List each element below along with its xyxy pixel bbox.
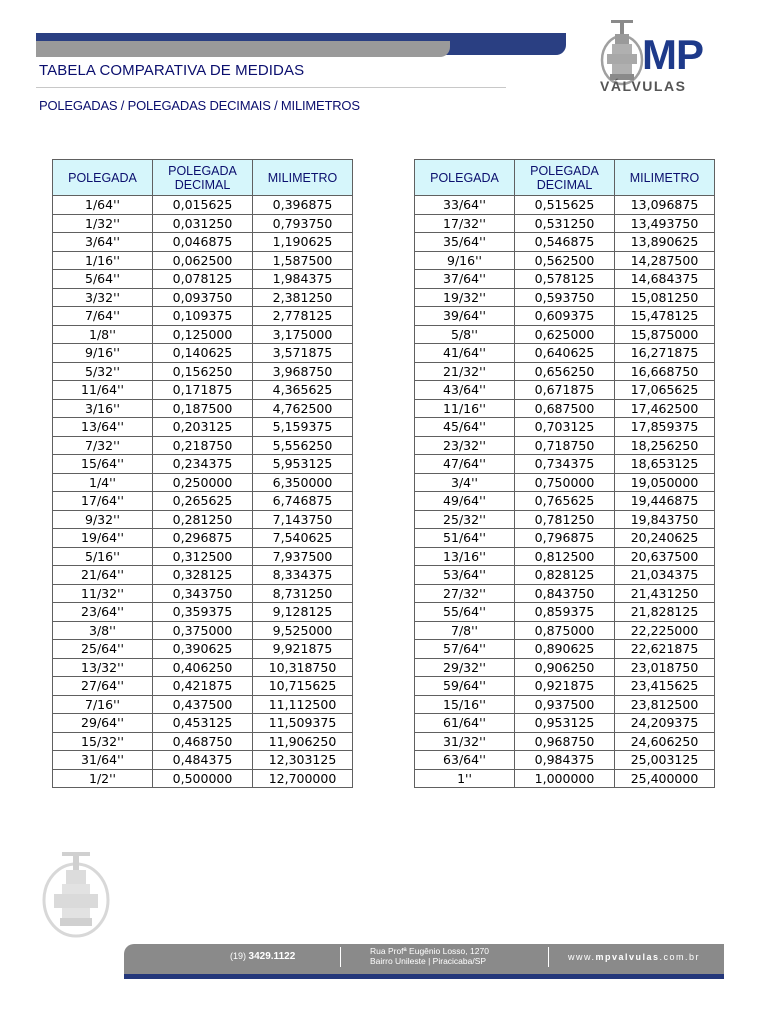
cell-milimetro: 7,143750 xyxy=(253,510,353,529)
cell-milimetro: 16,271875 xyxy=(615,344,715,363)
cell-polegada: 43/64'' xyxy=(415,381,515,400)
table-row xyxy=(415,344,715,363)
table-row xyxy=(415,695,715,714)
table-row xyxy=(53,529,353,548)
cell-polegada: 1/2'' xyxy=(53,769,153,788)
cell-polegada: 17/32'' xyxy=(415,214,515,233)
cell-polegada-decimal: 0,203125 xyxy=(153,418,253,437)
footer-band xyxy=(124,974,724,979)
cell-polegada-decimal: 0,906250 xyxy=(515,658,615,677)
table-row xyxy=(415,492,715,511)
table-row xyxy=(53,492,353,511)
cell-polegada: 37/64'' xyxy=(415,270,515,289)
table-row xyxy=(53,362,353,381)
web-domain: mpvalvulas xyxy=(595,952,660,962)
cell-milimetro: 8,334375 xyxy=(253,566,353,585)
cell-polegada: 1/4'' xyxy=(53,473,153,492)
cell-milimetro: 12,303125 xyxy=(253,751,353,770)
cell-milimetro: 13,096875 xyxy=(615,196,715,215)
cell-polegada-decimal: 0,015625 xyxy=(153,196,253,215)
table-row xyxy=(53,510,353,529)
cell-polegada-decimal: 0,703125 xyxy=(515,418,615,437)
table-header-row xyxy=(415,160,715,196)
cell-milimetro: 17,462500 xyxy=(615,399,715,418)
table-row xyxy=(415,529,715,548)
cell-polegada: 29/32'' xyxy=(415,658,515,677)
table-row xyxy=(53,640,353,659)
header-milimetro: MILIMETRO xyxy=(615,160,715,196)
cell-milimetro: 17,859375 xyxy=(615,418,715,437)
table-row xyxy=(53,658,353,677)
table-header-row xyxy=(53,160,353,196)
table-row xyxy=(53,381,353,400)
table-row xyxy=(53,566,353,585)
table-row xyxy=(415,233,715,252)
cell-polegada: 63/64'' xyxy=(415,751,515,770)
cell-polegada-decimal: 0,875000 xyxy=(515,621,615,640)
cell-milimetro: 2,381250 xyxy=(253,288,353,307)
cell-polegada-decimal: 0,437500 xyxy=(153,695,253,714)
table-row xyxy=(53,621,353,640)
cell-milimetro: 18,256250 xyxy=(615,436,715,455)
cell-polegada-decimal: 0,843750 xyxy=(515,584,615,603)
cell-polegada-decimal: 0,390625 xyxy=(153,640,253,659)
cell-polegada: 5/32'' xyxy=(53,362,153,381)
table-row xyxy=(53,344,353,363)
cell-polegada: 7/32'' xyxy=(53,436,153,455)
cell-polegada-decimal: 0,468750 xyxy=(153,732,253,751)
cell-polegada: 1/8'' xyxy=(53,325,153,344)
table-row xyxy=(53,436,353,455)
cell-milimetro: 1,190625 xyxy=(253,233,353,252)
header-polegada: POLEGADA xyxy=(415,160,515,196)
table-row xyxy=(415,603,715,622)
cell-milimetro: 12,700000 xyxy=(253,769,353,788)
cell-polegada-decimal: 0,984375 xyxy=(515,751,615,770)
cell-milimetro: 15,478125 xyxy=(615,307,715,326)
cell-polegada: 53/64'' xyxy=(415,566,515,585)
table-row xyxy=(415,270,715,289)
cell-milimetro: 9,128125 xyxy=(253,603,353,622)
cell-polegada-decimal: 0,171875 xyxy=(153,381,253,400)
cell-milimetro: 24,209375 xyxy=(615,714,715,733)
cell-polegada-decimal: 0,765625 xyxy=(515,492,615,511)
cell-polegada-decimal: 0,109375 xyxy=(153,307,253,326)
cell-polegada: 49/64'' xyxy=(415,492,515,511)
cell-polegada: 23/64'' xyxy=(53,603,153,622)
table-row xyxy=(415,455,715,474)
cell-polegada: 41/64'' xyxy=(415,344,515,363)
table-row xyxy=(415,381,715,400)
table-row xyxy=(415,677,715,696)
table-row xyxy=(415,325,715,344)
cell-polegada: 5/16'' xyxy=(53,547,153,566)
cell-polegada-decimal: 0,265625 xyxy=(153,492,253,511)
cell-polegada-decimal: 0,968750 xyxy=(515,732,615,751)
table-row xyxy=(53,603,353,622)
cell-milimetro: 19,843750 xyxy=(615,510,715,529)
cell-milimetro: 22,225000 xyxy=(615,621,715,640)
table-row xyxy=(415,510,715,529)
table-row xyxy=(415,251,715,270)
cell-polegada: 15/16'' xyxy=(415,695,515,714)
cell-milimetro: 23,415625 xyxy=(615,677,715,696)
cell-polegada: 1'' xyxy=(415,769,515,788)
table-row xyxy=(415,288,715,307)
cell-milimetro: 21,034375 xyxy=(615,566,715,585)
cell-polegada: 57/64'' xyxy=(415,640,515,659)
address-line-2: Bairro Unileste | Piracicaba/SP xyxy=(370,956,487,966)
cell-polegada-decimal: 0,531250 xyxy=(515,214,615,233)
cell-milimetro: 20,637500 xyxy=(615,547,715,566)
cell-polegada-decimal: 0,156250 xyxy=(153,362,253,381)
cell-polegada: 47/64'' xyxy=(415,455,515,474)
footer-website xyxy=(568,952,700,962)
cell-polegada: 11/32'' xyxy=(53,584,153,603)
table-row xyxy=(415,436,715,455)
cell-milimetro: 23,812500 xyxy=(615,695,715,714)
table-row xyxy=(53,288,353,307)
cell-polegada: 61/64'' xyxy=(415,714,515,733)
cell-polegada: 7/16'' xyxy=(53,695,153,714)
table-row xyxy=(415,769,715,788)
cell-polegada-decimal: 0,750000 xyxy=(515,473,615,492)
cell-polegada-decimal: 0,546875 xyxy=(515,233,615,252)
cell-polegada: 3/8'' xyxy=(53,621,153,640)
cell-polegada: 3/32'' xyxy=(53,288,153,307)
cell-milimetro: 0,396875 xyxy=(253,196,353,215)
cell-polegada-decimal: 0,828125 xyxy=(515,566,615,585)
table-row xyxy=(53,714,353,733)
cell-polegada-decimal: 0,562500 xyxy=(515,251,615,270)
cell-milimetro: 0,793750 xyxy=(253,214,353,233)
table-row xyxy=(53,325,353,344)
cell-polegada: 29/64'' xyxy=(53,714,153,733)
table-row xyxy=(415,196,715,215)
cell-milimetro: 9,525000 xyxy=(253,621,353,640)
cell-polegada-decimal: 0,484375 xyxy=(153,751,253,770)
cell-milimetro: 22,621875 xyxy=(615,640,715,659)
cell-polegada: 31/64'' xyxy=(53,751,153,770)
table-row xyxy=(415,658,715,677)
cell-polegada-decimal: 0,343750 xyxy=(153,584,253,603)
table-row xyxy=(53,251,353,270)
cell-polegada: 3/4'' xyxy=(415,473,515,492)
cell-polegada: 27/32'' xyxy=(415,584,515,603)
table-row xyxy=(415,362,715,381)
cell-polegada-decimal: 1,000000 xyxy=(515,769,615,788)
cell-polegada: 55/64'' xyxy=(415,603,515,622)
cell-polegada: 25/64'' xyxy=(53,640,153,659)
cell-milimetro: 14,684375 xyxy=(615,270,715,289)
table-row xyxy=(53,695,353,714)
web-suffix: .com.br xyxy=(659,952,701,962)
table-row xyxy=(415,418,715,437)
cell-milimetro: 6,746875 xyxy=(253,492,353,511)
cell-polegada-decimal: 0,062500 xyxy=(153,251,253,270)
footer-separator xyxy=(548,947,549,967)
cell-polegada: 1/32'' xyxy=(53,214,153,233)
cell-polegada-decimal: 0,625000 xyxy=(515,325,615,344)
cell-polegada: 19/32'' xyxy=(415,288,515,307)
cell-polegada-decimal: 0,687500 xyxy=(515,399,615,418)
table-row xyxy=(415,214,715,233)
table-row xyxy=(415,714,715,733)
table-row xyxy=(53,214,353,233)
cell-polegada-decimal: 0,921875 xyxy=(515,677,615,696)
footer-separator xyxy=(340,947,341,967)
cell-polegada-decimal: 0,406250 xyxy=(153,658,253,677)
cell-milimetro: 11,906250 xyxy=(253,732,353,751)
table-row xyxy=(53,233,353,252)
cell-milimetro: 11,509375 xyxy=(253,714,353,733)
cell-polegada-decimal: 0,218750 xyxy=(153,436,253,455)
cell-milimetro: 1,984375 xyxy=(253,270,353,289)
cell-polegada: 7/8'' xyxy=(415,621,515,640)
cell-milimetro: 25,400000 xyxy=(615,769,715,788)
cell-milimetro: 13,890625 xyxy=(615,233,715,252)
table-row xyxy=(53,677,353,696)
table-row xyxy=(415,621,715,640)
cell-polegada: 15/64'' xyxy=(53,455,153,474)
cell-polegada-decimal: 0,375000 xyxy=(153,621,253,640)
cell-milimetro: 3,968750 xyxy=(253,362,353,381)
cell-polegada: 21/32'' xyxy=(415,362,515,381)
cell-polegada: 13/16'' xyxy=(415,547,515,566)
table-row xyxy=(53,751,353,770)
cell-polegada-decimal: 0,781250 xyxy=(515,510,615,529)
cell-polegada: 13/64'' xyxy=(53,418,153,437)
cell-milimetro: 5,953125 xyxy=(253,455,353,474)
cell-polegada: 59/64'' xyxy=(415,677,515,696)
cell-polegada-decimal: 0,031250 xyxy=(153,214,253,233)
logo-tagline: VÁLVULAS xyxy=(600,78,687,94)
cell-milimetro: 10,715625 xyxy=(253,677,353,696)
table-row xyxy=(53,473,353,492)
table-row xyxy=(53,307,353,326)
table-row xyxy=(53,196,353,215)
cell-polegada: 31/32'' xyxy=(415,732,515,751)
cell-polegada: 1/16'' xyxy=(53,251,153,270)
cell-milimetro: 17,065625 xyxy=(615,381,715,400)
cell-polegada-decimal: 0,187500 xyxy=(153,399,253,418)
cell-milimetro: 10,318750 xyxy=(253,658,353,677)
cell-polegada: 11/64'' xyxy=(53,381,153,400)
table-row xyxy=(415,307,715,326)
page-subtitle: POLEGADAS / POLEGADAS DECIMAIS / MILIMETROS xyxy=(39,98,360,113)
cell-milimetro: 9,921875 xyxy=(253,640,353,659)
cell-milimetro: 4,365625 xyxy=(253,381,353,400)
cell-polegada-decimal: 0,859375 xyxy=(515,603,615,622)
table-row xyxy=(415,732,715,751)
table-row xyxy=(53,270,353,289)
cell-milimetro: 3,175000 xyxy=(253,325,353,344)
cell-milimetro: 6,350000 xyxy=(253,473,353,492)
phone-prefix: (19) xyxy=(230,951,247,961)
cell-milimetro: 7,540625 xyxy=(253,529,353,548)
cell-milimetro: 16,668750 xyxy=(615,362,715,381)
cell-polegada: 23/32'' xyxy=(415,436,515,455)
cell-polegada: 7/64'' xyxy=(53,307,153,326)
cell-milimetro: 11,112500 xyxy=(253,695,353,714)
cell-polegada: 3/64'' xyxy=(53,233,153,252)
cell-milimetro: 19,050000 xyxy=(615,473,715,492)
cell-milimetro: 2,778125 xyxy=(253,307,353,326)
cell-polegada: 11/16'' xyxy=(415,399,515,418)
footer-phone xyxy=(230,951,295,962)
header-band-grey xyxy=(36,41,450,57)
valve-watermark-icon xyxy=(36,850,126,940)
cell-polegada-decimal: 0,046875 xyxy=(153,233,253,252)
cell-polegada-decimal: 0,890625 xyxy=(515,640,615,659)
phone-number: 3429.1122 xyxy=(248,951,296,962)
cell-polegada: 1/64'' xyxy=(53,196,153,215)
cell-polegada: 45/64'' xyxy=(415,418,515,437)
cell-polegada-decimal: 0,812500 xyxy=(515,547,615,566)
cell-polegada: 27/64'' xyxy=(53,677,153,696)
cell-polegada-decimal: 0,937500 xyxy=(515,695,615,714)
cell-milimetro: 4,762500 xyxy=(253,399,353,418)
header-polegada-decimal: POLEGADA DECIMAL xyxy=(153,160,253,196)
conversion-table-right xyxy=(414,159,715,788)
header-milimetro: MILIMETRO xyxy=(253,160,353,196)
table-row xyxy=(53,547,353,566)
cell-polegada-decimal: 0,796875 xyxy=(515,529,615,548)
cell-polegada-decimal: 0,578125 xyxy=(515,270,615,289)
page-title: TABELA COMPARATIVA DE MEDIDAS xyxy=(39,62,305,79)
cell-polegada-decimal: 0,078125 xyxy=(153,270,253,289)
cell-polegada: 9/16'' xyxy=(415,251,515,270)
cell-polegada: 13/32'' xyxy=(53,658,153,677)
cell-milimetro: 18,653125 xyxy=(615,455,715,474)
cell-polegada: 5/64'' xyxy=(53,270,153,289)
footer-address xyxy=(370,946,489,966)
cell-milimetro: 19,446875 xyxy=(615,492,715,511)
cell-polegada-decimal: 0,359375 xyxy=(153,603,253,622)
cell-polegada: 5/8'' xyxy=(415,325,515,344)
cell-polegada-decimal: 0,593750 xyxy=(515,288,615,307)
cell-polegada-decimal: 0,125000 xyxy=(153,325,253,344)
cell-milimetro: 7,937500 xyxy=(253,547,353,566)
cell-polegada-decimal: 0,328125 xyxy=(153,566,253,585)
cell-polegada: 39/64'' xyxy=(415,307,515,326)
cell-polegada-decimal: 0,421875 xyxy=(153,677,253,696)
table-row xyxy=(53,732,353,751)
cell-polegada-decimal: 0,140625 xyxy=(153,344,253,363)
cell-milimetro: 15,081250 xyxy=(615,288,715,307)
cell-milimetro: 21,828125 xyxy=(615,603,715,622)
cell-polegada-decimal: 0,953125 xyxy=(515,714,615,733)
header-polegada-decimal: POLEGADA DECIMAL xyxy=(515,160,615,196)
cell-milimetro: 24,606250 xyxy=(615,732,715,751)
cell-polegada: 17/64'' xyxy=(53,492,153,511)
table-row xyxy=(53,455,353,474)
table-row xyxy=(415,399,715,418)
cell-milimetro: 8,731250 xyxy=(253,584,353,603)
cell-milimetro: 23,018750 xyxy=(615,658,715,677)
cell-polegada: 9/16'' xyxy=(53,344,153,363)
table-row xyxy=(53,418,353,437)
cell-milimetro: 5,556250 xyxy=(253,436,353,455)
cell-polegada-decimal: 0,312500 xyxy=(153,547,253,566)
cell-polegada: 25/32'' xyxy=(415,510,515,529)
cell-polegada-decimal: 0,515625 xyxy=(515,196,615,215)
cell-milimetro: 13,493750 xyxy=(615,214,715,233)
table-row xyxy=(415,566,715,585)
cell-polegada-decimal: 0,093750 xyxy=(153,288,253,307)
table-row xyxy=(415,584,715,603)
cell-polegada: 19/64'' xyxy=(53,529,153,548)
cell-milimetro: 15,875000 xyxy=(615,325,715,344)
table-row xyxy=(415,547,715,566)
cell-polegada-decimal: 0,234375 xyxy=(153,455,253,474)
cell-polegada-decimal: 0,453125 xyxy=(153,714,253,733)
table-row xyxy=(53,399,353,418)
cell-polegada-decimal: 0,500000 xyxy=(153,769,253,788)
logo-brand: MP xyxy=(642,31,703,78)
table-row xyxy=(415,751,715,770)
cell-polegada-decimal: 0,281250 xyxy=(153,510,253,529)
cell-polegada: 9/32'' xyxy=(53,510,153,529)
table-row xyxy=(53,584,353,603)
cell-polegada-decimal: 0,609375 xyxy=(515,307,615,326)
table-row xyxy=(415,473,715,492)
cell-polegada-decimal: 0,734375 xyxy=(515,455,615,474)
table-row xyxy=(53,769,353,788)
cell-polegada-decimal: 0,671875 xyxy=(515,381,615,400)
cell-milimetro: 3,571875 xyxy=(253,344,353,363)
table-row xyxy=(415,640,715,659)
cell-polegada: 35/64'' xyxy=(415,233,515,252)
cell-milimetro: 25,003125 xyxy=(615,751,715,770)
web-prefix: www. xyxy=(568,952,596,962)
conversion-table-left xyxy=(52,159,353,788)
cell-polegada-decimal: 0,718750 xyxy=(515,436,615,455)
cell-polegada: 3/16'' xyxy=(53,399,153,418)
header-divider xyxy=(36,87,506,88)
cell-polegada-decimal: 0,296875 xyxy=(153,529,253,548)
cell-polegada-decimal: 0,656250 xyxy=(515,362,615,381)
cell-polegada: 33/64'' xyxy=(415,196,515,215)
cell-milimetro: 14,287500 xyxy=(615,251,715,270)
cell-milimetro: 20,240625 xyxy=(615,529,715,548)
cell-milimetro: 1,587500 xyxy=(253,251,353,270)
cell-milimetro: 21,431250 xyxy=(615,584,715,603)
cell-polegada-decimal: 0,640625 xyxy=(515,344,615,363)
address-line-1: Rua Profª Eugênio Losso, 1270 xyxy=(370,946,489,956)
cell-polegada-decimal: 0,250000 xyxy=(153,473,253,492)
cell-milimetro: 5,159375 xyxy=(253,418,353,437)
cell-polegada: 15/32'' xyxy=(53,732,153,751)
cell-polegada: 21/64'' xyxy=(53,566,153,585)
header-polegada: POLEGADA xyxy=(53,160,153,196)
cell-polegada: 51/64'' xyxy=(415,529,515,548)
